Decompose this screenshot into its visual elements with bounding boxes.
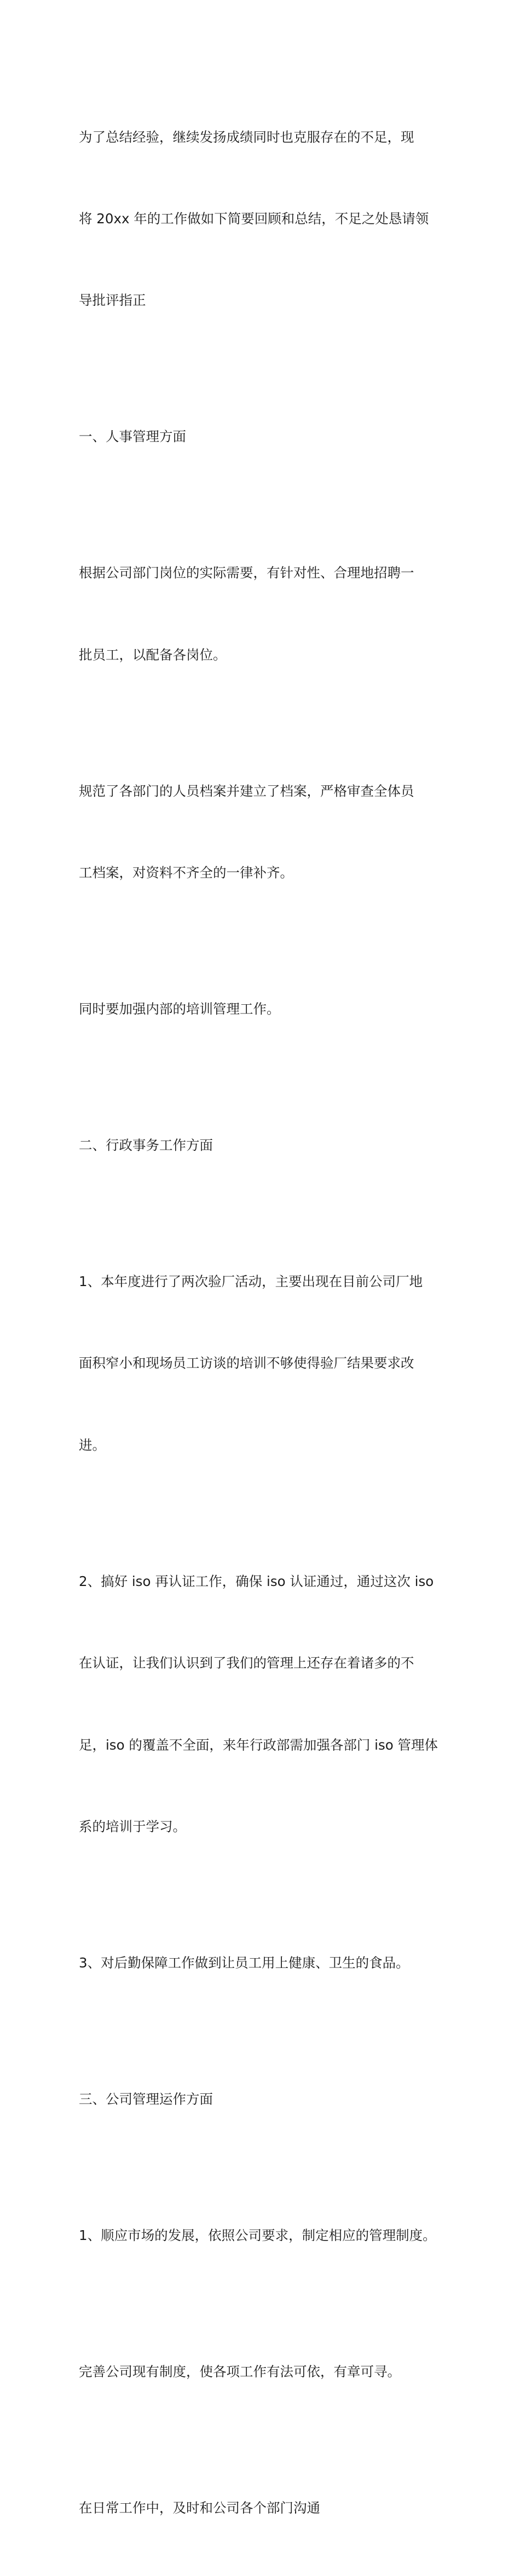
paragraph: [79, 2440, 444, 2576]
paragraph: [79, 2303, 444, 2440]
text-line: 系的培训于学习。: [79, 1819, 186, 1834]
text-line: 面积窄小和现场员工访谈的培训不够使得验厂结果要求改: [79, 1355, 414, 1371]
text-line: 完善公司现有制度，使各项工作有法可依，有章可寻。: [79, 2363, 401, 2380]
text-line: 足，iso 的覆盖不全面，来年行政部需加强各部门 iso 管理体: [79, 1736, 438, 1753]
text-line: 在日常工作中，及时和公司各个部门沟通: [79, 2499, 320, 2516]
text-line: 进。: [79, 1437, 106, 1453]
section-heading-management: [79, 2031, 444, 2167]
text-line: 在认证，让我们认识到了我们的管理上还存在着诸多的不: [79, 1655, 414, 1671]
document-body: [79, 69, 444, 2576]
list-item: [79, 1895, 444, 2031]
paragraph: [79, 723, 444, 941]
section-heading-admin: [79, 1077, 444, 1213]
text-line: 根据公司部门岗位的实际需要，有针对性、合理地招聘一: [79, 565, 414, 581]
text-line: 批员工，以配备各岗位。: [79, 646, 227, 663]
list-item: [79, 1513, 444, 1895]
section-heading-hr: [79, 369, 444, 505]
text-line: 导批评指正: [79, 292, 146, 309]
heading-line: 二、行政事务工作方面: [79, 1137, 213, 1154]
text-line: 3、对后勤保障工作做到让员工用上健康、卫生的食品。: [79, 1954, 409, 1971]
text-line: 1、本年度进行了两次验厂活动，主要出现在目前公司厂地: [79, 1273, 423, 1290]
list-item: [79, 2167, 444, 2303]
paragraph: [79, 941, 444, 1078]
text-line: 2、搞好 iso 再认证工作，确保 iso 认证通过，通过这次 iso: [79, 1573, 434, 1589]
text-line: 1、顺应市场的发展，依照公司要求，制定相应的管理制度。: [79, 2227, 436, 2243]
text-line: 为了总结经验，继续发扬成绩同时也克服存在的不足，现: [79, 129, 414, 145]
text-line: 规范了各部门的人员档案并建立了档案，严格审查全体员: [79, 783, 414, 799]
paragraph: [79, 505, 444, 723]
heading-line: 三、公司管理运作方面: [79, 2091, 213, 2107]
heading-line: 一、人事管理方面: [79, 429, 186, 445]
intro-paragraph: [79, 69, 444, 369]
text-line: 同时要加强内部的培训管理工作。: [79, 1001, 280, 1017]
text-line: 将 20xx 年的工作做如下简要回顾和总结，不足之处恳请领: [79, 210, 429, 227]
list-item: [79, 1213, 444, 1513]
text-line: 工档案，对资料不齐全的一律补齐。: [79, 865, 293, 881]
